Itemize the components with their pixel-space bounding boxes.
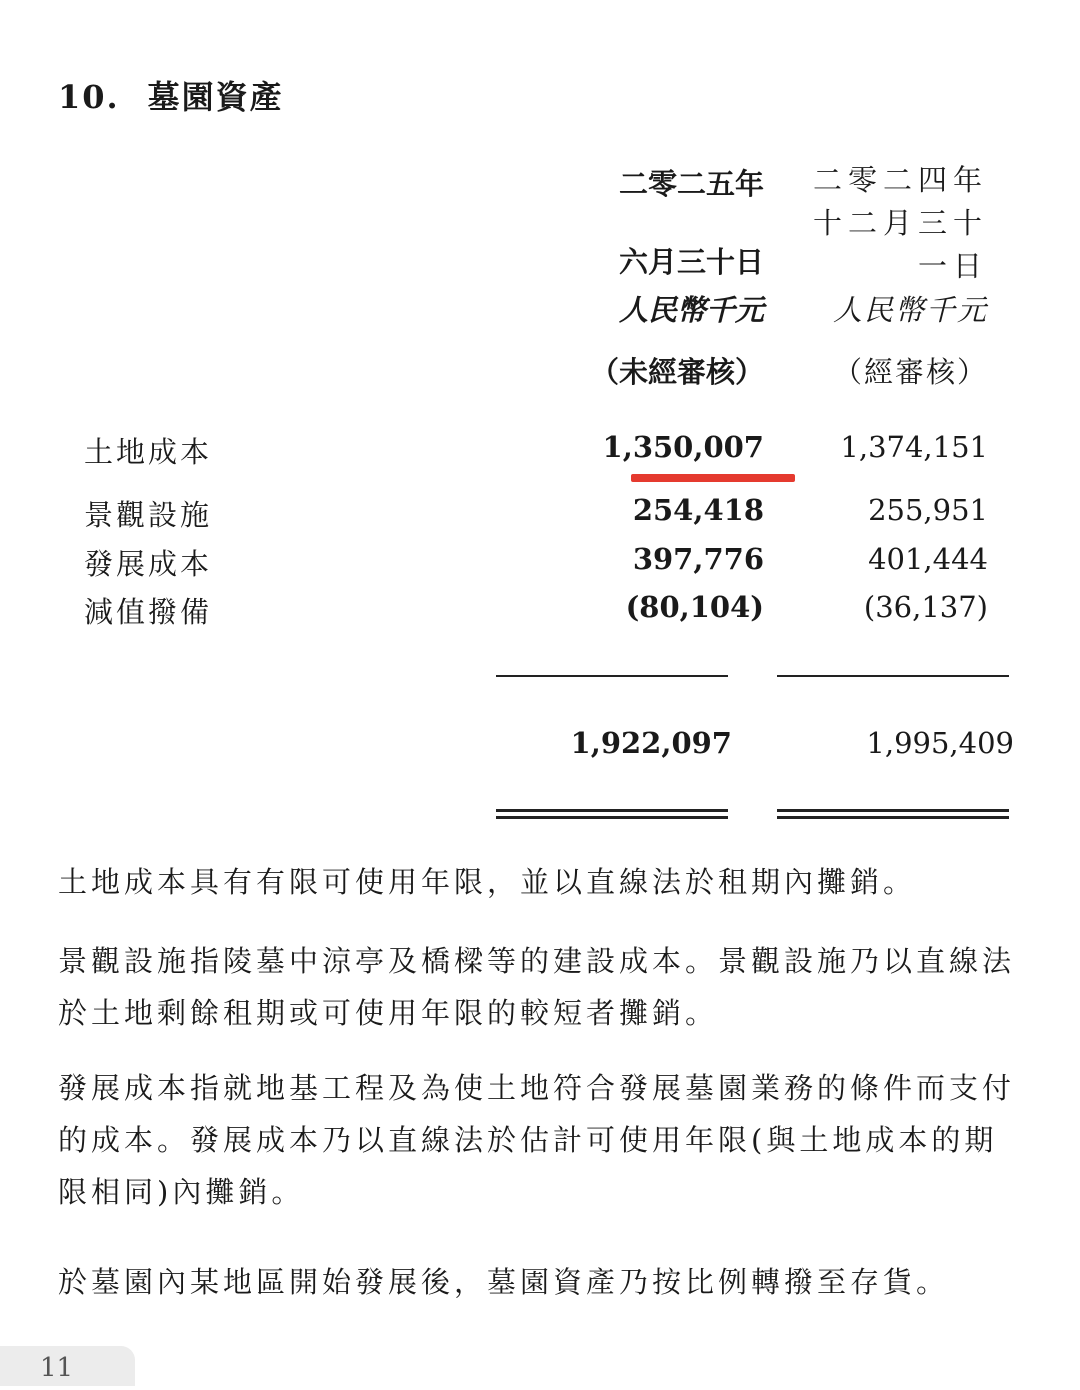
row-label-landscape: 景觀設施	[84, 498, 213, 532]
col2024-date-line-3: 一日	[917, 249, 988, 283]
row-label-impairment: 減值撥備	[84, 595, 213, 629]
col2025-status: （未經審核）	[589, 355, 764, 389]
row-value-2025-land-cost: 1,350,007	[602, 430, 764, 464]
paragraph-land-cost: 土地成本具有有限可使用年限，並以直線法於租期內攤銷。	[58, 865, 917, 899]
row-value-2025-landscape: 254,418	[632, 493, 764, 527]
col2025-date-line-1: 二零二五年	[618, 167, 764, 201]
row-value-2024-landscape: 255,951	[868, 493, 988, 527]
total-2024: 1,995,409	[866, 726, 1014, 760]
page-number: 11	[40, 1353, 74, 1383]
row-value-2025-development: 397,776	[632, 542, 764, 576]
col2024-status: （經審核）	[832, 355, 988, 389]
subtotal-rule-2025	[496, 675, 728, 677]
col2025-date-line-2: 六月三十日	[618, 245, 764, 279]
col2024-date-line-2: 十二月三十	[812, 206, 988, 240]
section-title	[58, 72, 284, 118]
row-label-land-cost: 土地成本	[84, 435, 213, 469]
paragraph-transfer: 於墓園內某地區開始發展後，墓園資產乃按比例轉撥至存貨。	[58, 1265, 950, 1299]
total-double-rule-2025	[496, 809, 728, 819]
section-heading: 墓園資產	[147, 78, 284, 116]
col2025-currency: 人民幣千元	[618, 293, 764, 327]
total-double-rule-2024	[777, 809, 1009, 819]
row-value-2025-impairment: (80,104)	[625, 590, 764, 624]
row-value-2024-development: 401,444	[868, 542, 988, 576]
paragraph-landscape: 景觀設施指陵墓中涼亭及橋樑等的建設成本。景觀設施乃以直線法於土地剩餘租期或可使用年限的較短者攤銷。	[58, 944, 1016, 1030]
paragraph-development: 發展成本指就地基工程及為使土地符合發展墓園業務的條件而支付的成本。發展成本乃以直線法於估計可使用年限(與土地成本的期限相同)內攤銷。	[58, 1071, 1016, 1209]
row-label-development: 發展成本	[84, 547, 213, 581]
col2024-date-line-1: 二零二四年	[812, 163, 988, 197]
page-number-tab	[0, 1346, 135, 1386]
row-value-2024-land-cost: 1,374,151	[840, 430, 988, 464]
red-underline-highlight	[631, 474, 795, 482]
row-value-2024-impairment: (36,137)	[863, 590, 988, 624]
total-2025: 1,922,097	[570, 726, 732, 760]
col2024-currency: 人民幣千元	[832, 293, 988, 327]
subtotal-rule-2024	[777, 675, 1009, 677]
section-number: 10.	[58, 78, 120, 116]
